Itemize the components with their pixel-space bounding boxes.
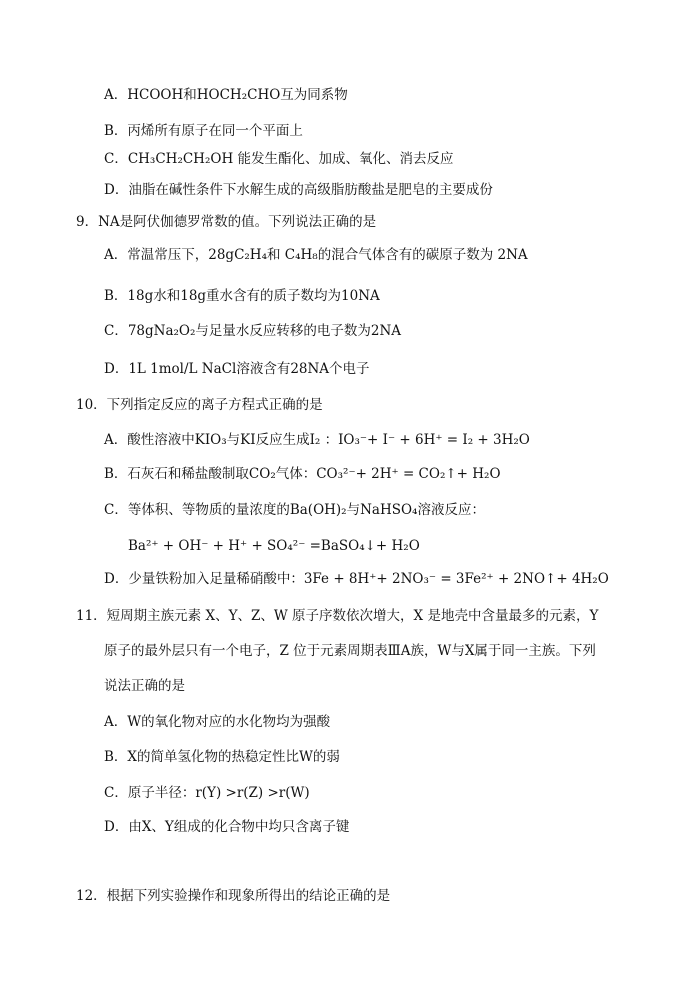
q9-option-c: C．78gNa₂O₂与足量水反应转移的电子数为2NA bbox=[104, 323, 402, 339]
q11-option-c: C．原子半径：r(Y) >r(Z) >r(W) bbox=[104, 785, 310, 801]
q9-option-a: A．常温常压下，28gC₂H₄和 C₄H₈的混合气体含有的碳原子数为 2NA bbox=[104, 247, 528, 263]
q8-option-d: D．油脂在碱性条件下水解生成的高级脂肪酸盐是肥皂的主要成份 bbox=[104, 182, 493, 198]
q10-option-c-equation: Ba²⁺ + OH⁻ + H⁺ + SO₄²⁻ =BaSO₄↓+ H₂O bbox=[128, 538, 420, 554]
q9-option-d: D．1L 1mol/L NaCl溶液含有28NA个电子 bbox=[104, 361, 370, 377]
q11-option-d: D．由X、Y组成的化合物中均只含离子键 bbox=[104, 819, 350, 835]
q8-option-b: B．丙烯所有原子在同一个平面上 bbox=[104, 123, 303, 139]
q8-option-a: A．HCOOH和HOCH₂CHO互为同系物 bbox=[104, 87, 348, 103]
q11-stem-line-2: 原子的最外层只有一个电子，Z 位于元素周期表ⅢA族，W与X属于同一主族。下列 bbox=[104, 643, 596, 659]
q10-option-c: C．等体积、等物质的量浓度的Ba(OH)₂与NaHSO₄溶液反应： bbox=[104, 502, 485, 518]
q10-option-b: B．石灰石和稀盐酸制取CO₂气体：CO₃²⁻+ 2H⁺ = CO₂↑+ H₂O bbox=[104, 466, 501, 482]
q11-stem-line-3: 说法正确的是 bbox=[104, 678, 185, 694]
q11-option-a: A．W的氧化物对应的水化物均为强酸 bbox=[104, 714, 331, 730]
q12-stem: 12．根据下列实验操作和现象所得出的结论正确的是 bbox=[76, 888, 391, 904]
q9-option-b: B．18g水和18g重水含有的质子数均为10NA bbox=[104, 288, 380, 304]
q10-stem: 10．下列指定反应的离子方程式正确的是 bbox=[76, 397, 323, 413]
q11-stem-line-1: 11．短周期主族元素 X、Y、Z、W 原子序数依次增大，X 是地壳中含量最多的元素，Y bbox=[76, 608, 599, 624]
q9-stem: 9．NA是阿伏伽德罗常数的值。下列说法正确的是 bbox=[76, 214, 377, 230]
q10-option-d: D．少量铁粉加入足量稀硝酸中：3Fe + 8H⁺+ 2NO₃⁻ = 3Fe²⁺ + 2NO↑+ 4H₂O bbox=[104, 571, 609, 587]
q11-option-b: B．X的简单氢化物的热稳定性比W的弱 bbox=[104, 749, 340, 765]
q10-option-a: A．酸性溶液中KIO₃与KI反应生成I₂ ：IO₃⁻+ I⁻ + 6H⁺ = I₂ + 3H₂O bbox=[104, 432, 530, 448]
q8-option-c: C．CH₃CH₂CH₂OH 能发生酯化、加成、氧化、消去反应 bbox=[104, 151, 454, 167]
